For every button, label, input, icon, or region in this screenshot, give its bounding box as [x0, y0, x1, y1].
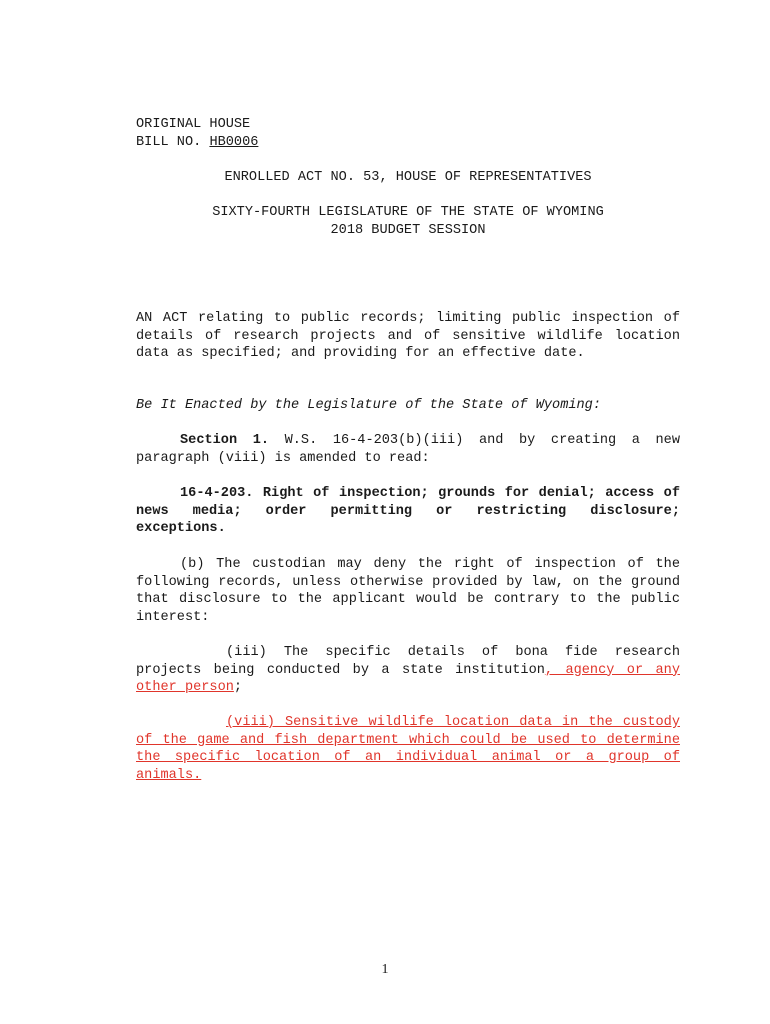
paragraph-iii-end: ;	[233, 680, 243, 696]
legislature-line: SIXTY-FOURTH LEGISLATURE OF THE STATE OF WYOMING	[212, 205, 604, 220]
section-1	[136, 432, 680, 467]
section-1-text: W.S. 16-4-203(b)(iii) and by creating a new paragraph (viii) is amended to read:	[136, 433, 680, 466]
paragraph-iii-amendment: , agency or any other person	[136, 662, 680, 696]
session-line: 2018 BUDGET SESSION	[330, 223, 486, 238]
page-number: 1	[381, 962, 389, 977]
statute-heading	[136, 485, 680, 538]
enrolled-act-line: ENROLLED ACT NO. 53, HOUSE OF REPRESENTATIVES	[224, 170, 592, 185]
subsection-b-text: (b) The custodian may deny the right of inspection of the following records, unless otherwise provided by law, on the ground that disclosure to the applicant would be contrary to the public interest:	[136, 557, 680, 625]
bill-no-label: BILL NO.	[136, 135, 202, 150]
enacting-clause: Be It Enacted by the Legislature of the State of Wyoming:	[136, 398, 601, 413]
origin-label: ORIGINAL HOUSE	[136, 117, 251, 132]
bill-number: HB0006	[209, 135, 259, 150]
bill-number-line	[136, 134, 258, 152]
act-title	[136, 310, 680, 363]
paragraph-iii	[136, 644, 680, 697]
section-1-label: Section 1.	[180, 433, 270, 448]
paragraph-viii-amendment: (viii) Sensitive wildlife location data in the custody of the game and fish department which could be used to determine the specific location of an individual animal or a group of animals.	[136, 715, 680, 783]
statute-heading-text: 16-4-203. Right of inspection; grounds for denial; access of news media; order permitting or restricting disclosure; exceptions.	[136, 486, 680, 537]
paragraph-iii-existing: (iii) The specific details of bona fide research projects being conducted by a state institution	[136, 645, 680, 678]
act-title-text: AN ACT relating to public records; limiting public inspection of details of research projects and of sensitive wildlife location data as specified; and providing for an effective date.	[136, 311, 680, 362]
paragraph-viii	[136, 714, 680, 784]
subsection-b	[136, 556, 680, 626]
